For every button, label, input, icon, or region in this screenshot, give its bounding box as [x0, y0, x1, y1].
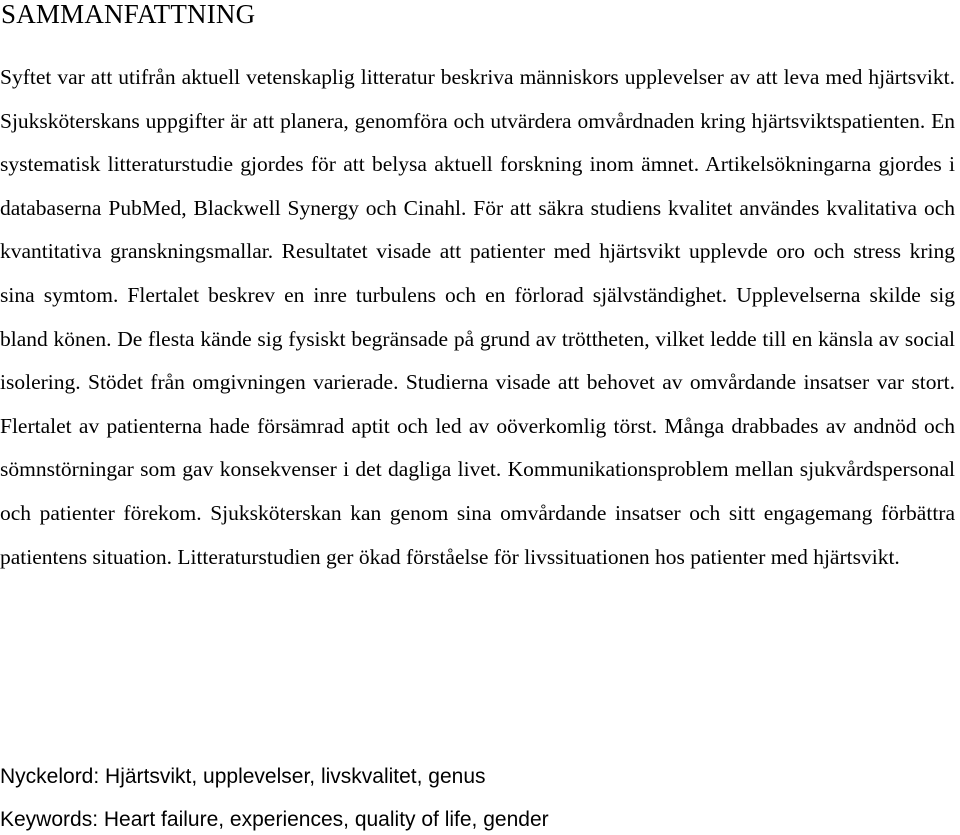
keywords-english: Keywords: Heart failure, experiences, quality of life, gender	[0, 808, 549, 831]
section-heading: SAMMANFATTNING	[1, 0, 256, 29]
abstract-paragraph: Syftet var att utifrån aktuell vetenskaplig litteratur beskriva människors upplevelser av att leva med hjärtsvikt. Sjuksköterskans uppgifter är att planera, genomföra och utvärdera omvårdnaden kring hjärtsviktspatienten. En systematisk litteraturstudie gjordes för att belysa aktuell forskning inom ämnet. Artikelsökningarna gjordes i databaserna PubMed, Blackwell Synergy och Cinahl. För att säkra studiens kvalitet användes kvalitativa och kvantitativa granskningsmallar. Resultatet visade att patienter med hjärtsvikt upplevde oro och stress kring sina symtom. Flertalet beskrev en inre turbulens och en förlorad självständighet. Upplevelserna skilde sig bland könen. De flesta kände sig fysiskt begränsade på grund av tröttheten, vilket ledde till en känsla av social isolering. Stödet från omgivningen varierade. Studierna visade att behovet av omvårdande insatser var stort. Flertalet av patienterna hade försämrad aptit och led av oöverkomlig törst. Många drabbades av andnöd och sömnstörningar som gav konsekvenser i det dagliga livet. Kommunikationsproblem mellan sjukvårdspersonal och patienter förekom. Sjuksköterskan kan genom sina omvårdande insatser och sitt engagemang förbättra patientens situation. Litteraturstudien ger ökad förståelse för livssituationen hos patienter med hjärtsvikt.	[0, 65, 955, 569]
keywords-swedish: Nyckelord: Hjärtsvikt, upplevelser, livskvalitet, genus	[0, 765, 486, 788]
